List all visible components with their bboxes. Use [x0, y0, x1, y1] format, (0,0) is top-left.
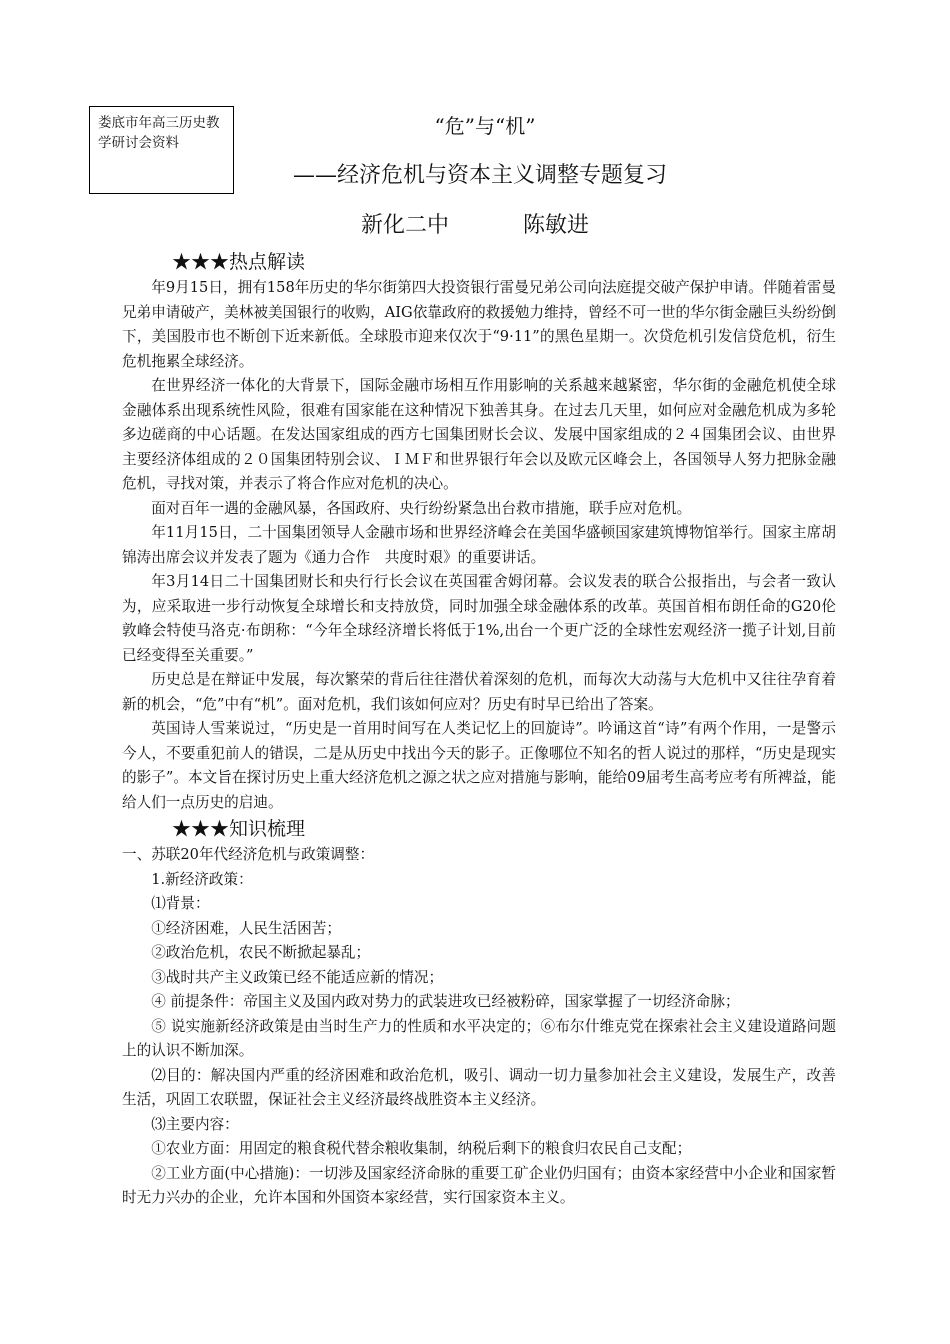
hot-paragraph: 年9月15日，拥有158年历史的华尔街第四大投资银行雷曼兄弟公司向法庭提交破产保护申请。伴随着雷曼兄弟申请破产，美林被美国银行的收购，AIG依靠政府的救援勉力维持，曾经不可一世的华尔街金融巨头纷纷倒下，美国股市也不断创下近来新低。全球股市迎来仅次于“9·11”的黑色星期一。次贷危机引发信贷危机，衍生危机拖累全球经济。	[122, 279, 836, 370]
document-subtitle: ——经济危机与资本主义调整专题复习	[292, 163, 667, 188]
hot-paragraph: 年3月14日二十国集团财长和央行行长会议在英国霍舍姆闭幕。会议发表的联合公报指出，与会者一致认为，应采取进一步行动恢复全球增长和支持放贷，同时加强全球金融体系的改革。英国首相布朗任命的G20伦敦峰会特使马洛克·布朗称：“今年全球经济增长将低于1%,出台一个更广泛的全球性宏观经济一揽子计划,目前已经变得至关重要。”	[122, 573, 836, 664]
document-title: “危”与“机”	[434, 114, 536, 138]
meeting-note-text: 娄底市年高三历史教学研讨会资料	[98, 115, 220, 151]
document-body	[122, 248, 836, 1211]
subsection-heading: 1.新经济政策：	[151, 870, 253, 888]
hot-paragraph: 在世界经济一体化的大背景下，国际金融市场相互作用影响的关系越来越紧密，华尔街的金融危机使全球金融体系出现系统性风险，很难有国家能在这种情况下独善其身。在过去几天里，如何应对金融危机成为多轮多边磋商的中心话题。在发达国家组成的西方七国集团财长会议、发展中国家组成的２４国集团会议、由世界主要经济体组成的２０国集团特别会议、ＩＭＦ和世界银行年会以及欧元区峰会上，各国领导人努力把脉金融危机，寻找对策，并表示了将合作应对危机的决心。	[122, 377, 836, 492]
hot-paragraph: 英国诗人雪莱说过，“历史是一首用时间写在人类记忆上的回旋诗”。吟诵这首“诗”有两个作用，一是警示今人，不要重犯前人的错误，二是从历史中找出今天的影子。正像哪位不知名的哲人说过的那样，“历史是现实的影子”。本文旨在探讨历史上重大经济危机之源之状之应对措施与影响，能给09届考生高考应考有所裨益，能给人们一点历史的启迪。	[122, 720, 836, 811]
school-name: 新化二中	[360, 213, 449, 238]
background-item: ②政治危机，农民不断掀起暴乱；	[151, 944, 371, 961]
background-item: ⑤ 说实施新经济政策是由当时生产力的性质和水平决定的；⑥布尔什维克党在探索社会主义建设道路问题上的认识不断加深。	[122, 1017, 836, 1059]
hot-topic-heading: ★★★热点解读	[172, 251, 306, 273]
author-line	[0, 208, 950, 239]
section-heading: 一、苏联20年代经济危机与政策调整：	[122, 846, 375, 863]
background-label: ⑴背景：	[151, 895, 210, 912]
hot-paragraph: 面对百年一遇的金融风暴，各国政府、央行纷纷紧急出台救市措施，联手应对危机。	[151, 499, 692, 517]
content-item: ②工业方面(中心措施)：一切涉及国家经济命脉的重要工矿企业仍归国有；由资本家经营中小企业和国家暂时无力兴办的企业，允许本国和外国资本家经营，实行国家资本主义。	[122, 1164, 836, 1206]
hot-paragraph: 历史总是在辩证中发展，每次繁荣的背后往往潜伏着深刻的危机，而每次大动荡与大危机中又往往孕育着新的机会，“危”中有“机”。面对危机，我们该如何应对？历史有时早已给出了答案。	[122, 671, 836, 713]
content-item: ①农业方面：用固定的粮食税代替余粮收集制，纳税后剩下的粮食归农民自己支配；	[151, 1140, 692, 1157]
knowledge-heading: ★★★知识梳理	[172, 818, 306, 840]
background-item: ④ 前提条件：帝国主义及国内政对势力的武装进攻已经被粉碎，国家掌握了一切经济命脉；	[151, 993, 740, 1010]
hot-paragraph: 年11月15日，二十国集团领导人金融市场和世界经济峰会在美国华盛顿国家建筑博物馆举行。国家主席胡锦涛出席会议并发表了题为《通力合作 共度时艰》的重要讲话。	[122, 524, 836, 566]
goal-paragraph: ⑵目的：解决国内严重的经济困难和政治危机，吸引、调动一切力量参加社会主义建设，发展生产，改善生活，巩固工农联盟，保证社会主义经济最终战胜资本主义经济。	[122, 1066, 836, 1108]
author-name: 陈敏进	[523, 213, 590, 238]
background-item: ①经济困难，人民生活困苦；	[151, 919, 341, 937]
content-label: ⑶主要内容：	[151, 1115, 239, 1133]
background-item: ③战时共产主义政策已经不能适应新的情况；	[151, 968, 444, 986]
